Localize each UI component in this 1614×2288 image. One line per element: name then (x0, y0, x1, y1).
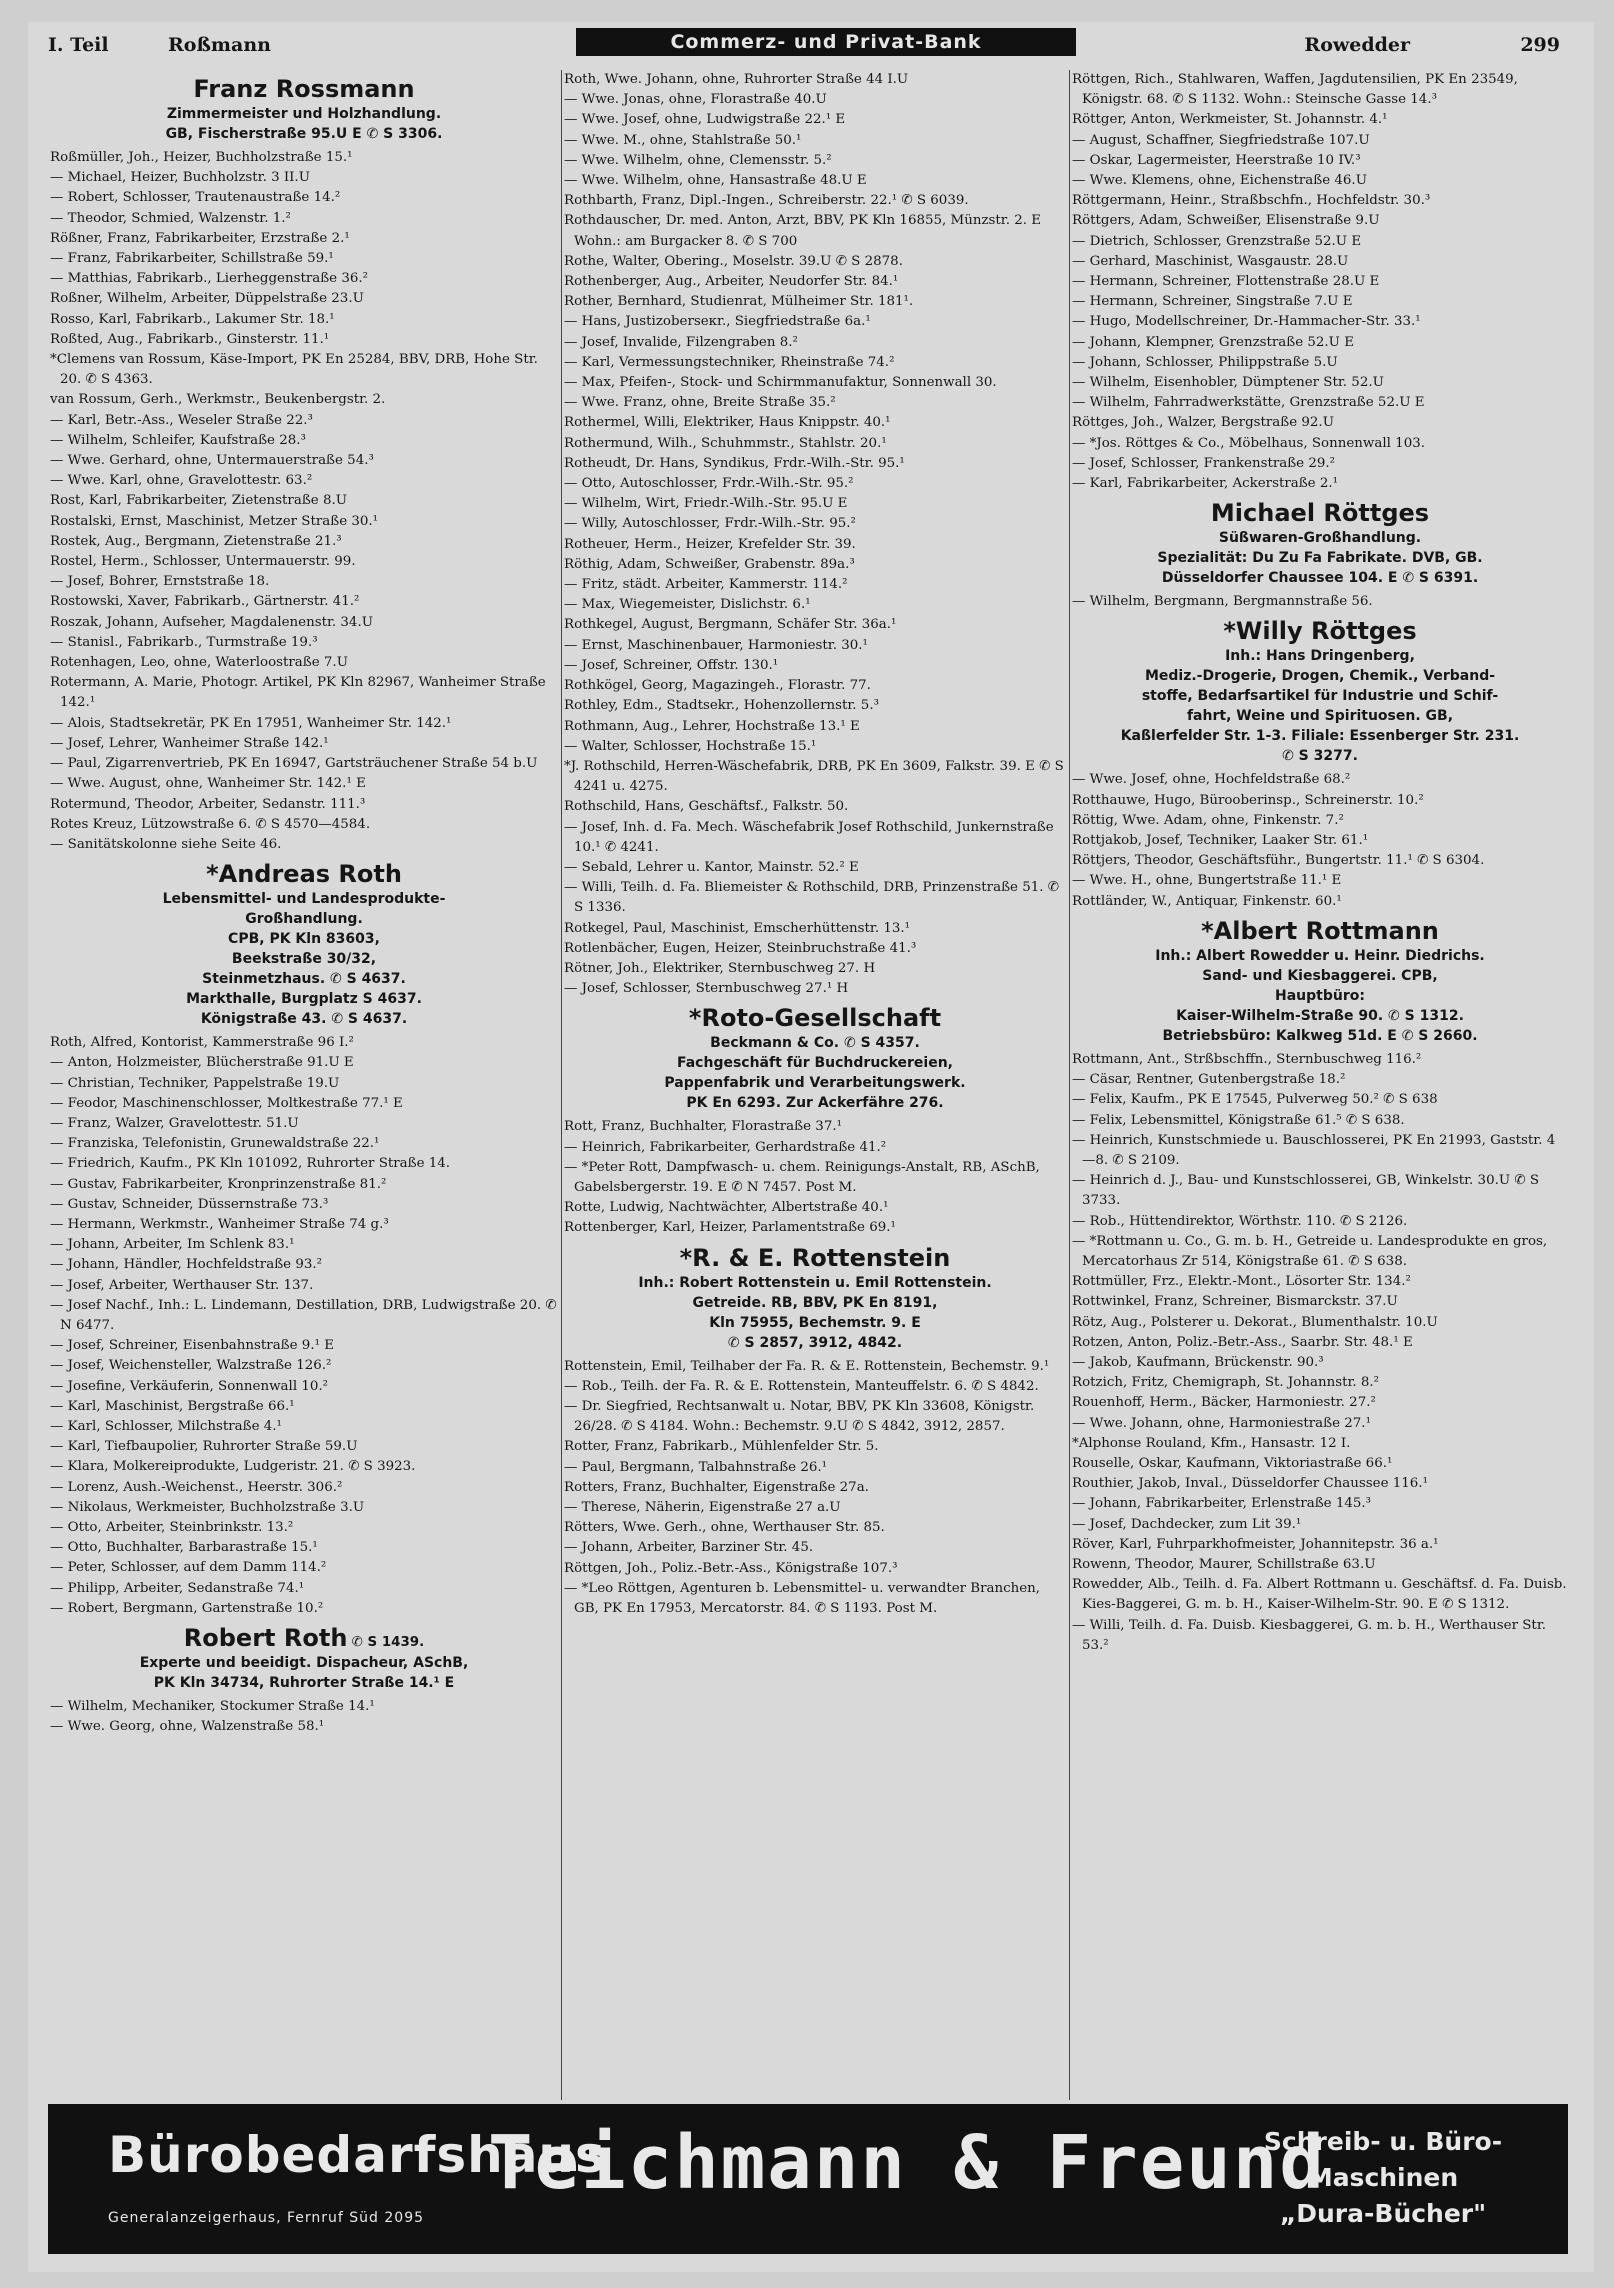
box-line: Inh.: Albert Rowedder u. Heinr. Diedrichs. (1155, 947, 1485, 964)
directory-entry: Rottenstein, Emil, Teilhaber der Fa. R. & E. Rottenstein, Bechemstr. 9.¹ (564, 1358, 1050, 1374)
directory-entry: — Fritz, städt. Arbeiter, Kammerstr. 114.² (564, 577, 848, 593)
directory-entry: — Josef, Dachdecker, zum Lit 39.¹ (1072, 1516, 1302, 1532)
box-line: ✆ S 3277. (1282, 748, 1358, 765)
directory-entry: van Rossum, Gerh., Werkmstr., Beukenbergstr. 2. (50, 392, 386, 408)
directory-entry: — *Peter Rott, Dampfwasch- u. chem. Reinigungs-Anstalt, RB, ASchB, Gabelsbergerstr. 19. E ✆ N 7457. Post M. (564, 1159, 1040, 1195)
directory-entry: Rottjakob, Josef, Techniker, Laaker Str. 61.¹ (1072, 833, 1369, 849)
directory-entry: Röver, Karl, Fuhrparkhofmeister, Johannitерstr. 36 a.¹ (1072, 1536, 1439, 1552)
box-line: Königstraße 43. ✆ S 4637. (200, 1011, 408, 1028)
ad-product-line: Schreib- u. Büro- (1263, 2127, 1503, 2156)
directory-entry: Rosso, Karl, Fabrikarb., Lakumer Str. 18.¹ (50, 311, 335, 327)
directory-entry: — Gerhard, Maschinist, Wasgaustr. 28.U (1072, 253, 1349, 269)
directory-entry: — Wwe. Karl, ohne, Gravelottestr. 63.² (50, 473, 313, 489)
ad-box-andreas-roth (50, 859, 558, 1029)
box-line: PK Kln 34734, Ruhrorter Straße 14.¹ E (153, 1675, 455, 1692)
directory-entry: — Willi, Teilh. d. Fa. Bliemeister & Rothschild, DRB, Prinzenstraße 51. ✆ S 1336. (564, 880, 1059, 916)
directory-entry: Routhier, Jakob, Inval., Düsseldorfer Chaussee 116.¹ (1072, 1476, 1428, 1492)
entry-list (50, 148, 558, 855)
range-end-name: Rowedder (1304, 34, 1410, 56)
directory-entry: — *Leo Röttgen, Agenturen b. Lebensmittel- u. verwandter Branchen, GB, PK En 17953, Mercatorstr. 84. ✆ S 1193. Post M. (564, 1580, 1041, 1616)
directory-entry: Roth, Wwe. Johann, ohne, Ruhrorter Straße 44 I.U (564, 72, 909, 87)
directory-entry: *J. Rothschild, Herren-Wäschefabrik, DRB, PK En 3609, Falkstr. 39. E ✆ S 4241 u. 4275. (564, 758, 1064, 795)
directory-entry: — Hugo, Modellschreiner, Dr.-Hammacher-Str. 33.¹ (1072, 314, 1421, 330)
directory-entry: — Rob., Hüttendirektor, Wörthstr. 110. ✆ S 2126. (1072, 1213, 1408, 1229)
entry-list (1072, 592, 1568, 612)
directory-entry: Röthig, Adam, Schweißer, Grabenstr. 89a.³ (564, 556, 855, 572)
box-line: Süßwaren-Großhandlung. (1218, 530, 1422, 547)
directory-entry: — Friedrich, Kaufm., PK Kln 101092, Ruhrorter Straße 14. (50, 1156, 451, 1172)
directory-entry: Röttig, Wwe. Adam, ohne, Finkenstr. 7.² (1072, 812, 1344, 828)
directory-entry: — Felix, Kaufm., PK E 17545, Pulverweg 50.² ✆ S 638 (1072, 1092, 1438, 1108)
directory-entry: — August, Schaffner, Siegfriedstraße 107.U (1072, 132, 1370, 148)
entry-list (564, 1357, 1066, 1620)
directory-entry: — Johann, Arbeiter, Barziner Str. 45. (564, 1540, 814, 1556)
directory-entry: — Willy, Autoschlosser, Frdr.-Wilh.-Str. 95.² (564, 516, 856, 532)
directory-entry: Rötner, Joh., Elektriker, Sternbuschweg 27. H (564, 960, 876, 976)
ad-box-robert-roth (50, 1623, 558, 1693)
directory-entry: Rotkegel, Paul, Maschinist, Emscherhüttenstr. 13.¹ (564, 920, 911, 936)
directory-entry: Rother, Bernhard, Studienrat, Mülheimer Str. 181¹. (564, 294, 914, 310)
directory-entry: Rotthauwe, Hugo, Bürooberinsp., Schreinerstr. 10.² (1072, 792, 1424, 808)
directory-entry: — Stanisl., Fabrikarb., Turmstraße 19.³ (50, 634, 318, 650)
ad-box-roto-gesellschaft (564, 1003, 1066, 1113)
directory-entry: Röttger, Anton, Werkmeister, St. Johannstr. 4.¹ (1072, 112, 1388, 128)
directory-entry: — Josef, Bohrer, Ernststraße 18. (50, 574, 270, 590)
directory-entry: — Max, Pfeifen-, Stock- und Schirmmanufaktur, Sonnenwall 30. (564, 375, 997, 391)
directory-entry: — Josef, Schlosser, Sternbuschweg 27.¹ H (564, 981, 849, 997)
box-line: Steinmetzhaus. ✆ S 4637. (202, 971, 406, 988)
directory-entry: — Rob., Teilh. der Fa. R. & E. Rottenstein, Manteuffelstr. 6. ✆ S 4842. (564, 1378, 1039, 1394)
box-line: Hauptbüro: (1275, 987, 1365, 1004)
directory-entry: — Wilhelm, Eisenhobler, Dümptener Str. 52.U (1072, 375, 1384, 391)
directory-entry: — Wwe. Josef, ohne, Ludwigstraße 22.¹ E (564, 112, 846, 128)
directory-entry: Röttgen, Joh., Poliz.-Betr.-Ass., Königstraße 107.³ (564, 1560, 898, 1576)
directory-entry: — Josef, Schreiner, Eisenbahnstraße 9.¹ E (50, 1338, 334, 1354)
directory-entry: — Alois, Stadtsekretär, PK En 17951, Wanheimer Str. 142.¹ (50, 715, 452, 731)
directory-entry: — Josef, Arbeiter, Werthauser Str. 137. (50, 1277, 314, 1293)
directory-entry: Rouselle, Oskar, Kaufmann, Viktoriastraße 66.¹ (1072, 1455, 1393, 1471)
box-line: Getreide. RB, BBV, PK En 8191, (692, 1294, 938, 1311)
box-title: Michael Röttges (1210, 499, 1430, 528)
directory-entry: Rothley, Edm., Stadtsekr., Hohenzollernstr. 5.³ (564, 698, 879, 714)
box-line: Inh.: Hans Dringenberg, (1225, 648, 1415, 665)
directory-entry: Rotzich, Fritz, Chemigraph, St. Johannstr. 8.² (1072, 1375, 1380, 1391)
directory-entry: — Karl, Fabrikarbeiter, Ackerstraße 2.¹ (1072, 476, 1338, 492)
directory-entry: Rothdauscher, Dr. med. Anton, Arzt, BBV, PK Kln 16855, Münzstr. 2. E Wohn.: am Burgacker 8. ✆ S 700 (564, 213, 1042, 249)
directory-entry: Rothe, Walter, Obering., Moselstr. 39.U ✆ S 2878. (564, 253, 903, 269)
entry-list (564, 70, 1066, 999)
box-line: GB, Fischerstraße 95.U E ✆ S 3306. (165, 126, 443, 142)
entry-list (564, 1117, 1066, 1238)
directory-entry: — *Jos. Röttges & Co., Möbelhaus, Sonnenwall 103. (1072, 435, 1425, 451)
directory-entry: Rotzen, Anton, Poliz.-Betr.-Ass., Saarbr. Str. 48.¹ E (1072, 1334, 1413, 1350)
directory-entry: Rottländer, W., Antiquar, Finkenstr. 60.¹ (1072, 893, 1342, 909)
directory-entry: Rotlenbächer, Eugen, Heizer, Steinbruchstraße 41.³ (564, 940, 917, 956)
box-line: Experte und beeidigt. Dispacheur, ASchB, (139, 1655, 469, 1672)
directory-entry: Rotheuer, Herm., Heizer, Krefelder Str. 39. (564, 536, 856, 552)
directory-entry: Rotters, Franz, Buchhalter, Eigenstraße 27a. (564, 1479, 869, 1495)
directory-entry: — Lorenz, Aush.-Weichenst., Heerstr. 306.² (50, 1479, 343, 1495)
directory-entry: — Therese, Näherin, Eigenstraße 27 a.U (564, 1499, 841, 1515)
entry-list (1072, 1050, 1568, 1656)
directory-entry: — Hans, Justizoberseкr., Siegfriedstraße 6a.¹ (564, 314, 871, 330)
ad-box-albert-rottmann (1072, 916, 1568, 1046)
entry-list (1072, 770, 1568, 911)
box-line: Lebensmittel- und Landesprodukte- (162, 891, 446, 908)
box-title: *R. & E. Rottenstein (679, 1243, 951, 1272)
box-line: PK En 6293. Zur Ackerfähre 276. (686, 1095, 944, 1112)
directory-entry: — Walter, Schlosser, Hochstraße 15.¹ (564, 738, 817, 754)
directory-entry: Rouenhoff, Herm., Bäcker, Harmoniestr. 27.² (1072, 1395, 1376, 1411)
directory-entry: — Franz, Fabrikarbeiter, Schillstraße 59.¹ (50, 251, 334, 267)
directory-entry: — Johann, Schlosser, Philippstraße 5.U (1072, 354, 1338, 370)
box-line: Fachgeschäft für Buchdruckereien, (676, 1055, 953, 1072)
box-line: Pappenfabrik und Verarbeitungswerk. (664, 1075, 966, 1092)
column-3 (1072, 70, 1568, 2100)
directory-entry: — Dr. Siegfried, Rechtsanwalt u. Notar, BBV, PK Kln 33608, Königstr. 26/28. ✆ S 4184. Wohn.: Bechemstr. 9.U ✆ S 4842, 3912, 2857. (564, 1398, 1035, 1435)
directory-entry: Rötz, Aug., Polsterer u. Dekorat., Blumenthalstr. 10.U (1072, 1314, 1438, 1330)
directory-entry: — Josef, Lehrer, Wanheimer Straße 142.¹ (50, 735, 329, 751)
ad-product-line: „Dura-Bücher" (1279, 2199, 1487, 2228)
directory-entry: — Otto, Buchhalter, Barbarastraße 15.¹ (50, 1540, 318, 1556)
directory-entry: — Johann, Arbeiter, Im Schlenk 83.¹ (50, 1237, 295, 1253)
directory-entry: Rothenberger, Aug., Arbeiter, Neudorfer Str. 84.¹ (564, 274, 899, 290)
box-line: stoffe, Bedarfsartikel für Industrie und Schif- (1141, 688, 1499, 705)
directory-entry: Röttgers, Adam, Schweißer, Elisenstraße 9.U (1072, 213, 1380, 229)
directory-entry: — Wwe. Georg, ohne, Walzenstraße 58.¹ (50, 1719, 325, 1735)
box-line: Großhandlung. (245, 911, 363, 928)
directory-entry: Roth, Alfred, Kontorist, Kammerstraße 96 I.² (50, 1035, 354, 1051)
ad-product-line: Maschinen (1307, 2163, 1459, 2192)
directory-entry: — Karl, Schlosser, Milchstraße 4.¹ (50, 1418, 282, 1434)
ad-address: Generalanzeigerhaus, Fernruf Süd 2095 (108, 2210, 425, 2226)
directory-entry: — Hermann, Werkmstr., Wanheimer Straße 74 g.³ (50, 1216, 389, 1232)
directory-entry: — Klara, Molkereiprodukte, Ludgeristr. 21. ✆ S 3923. (50, 1459, 416, 1475)
directory-entry: Rottenberger, Karl, Heizer, Parlamentstraße 69.¹ (564, 1220, 896, 1236)
directory-entry: Rötters, Wwe. Gerh., ohne, Werthauser Str. 85. (564, 1520, 885, 1536)
box-line: Beckmann & Co. ✆ S 4357. (710, 1035, 920, 1052)
box-line: Kaßlerfelder Str. 1-3. Filiale: Essenberger Str. 231. (1120, 728, 1520, 745)
ad-box-michael-roettges (1072, 498, 1568, 588)
ad-box-rottenstein (564, 1243, 1066, 1353)
directory-entry: — Franziska, Telefonistin, Grunewaldstraße 22.¹ (50, 1136, 380, 1152)
directory-entry: — Philipp, Arbeiter, Sedanstraße 74.¹ (50, 1580, 305, 1596)
directory-entry: — Paul, Bergmann, Talbahnstraße 26.¹ (564, 1459, 828, 1475)
column-2 (564, 70, 1066, 2100)
directory-entry: — Wwe. H., ohne, Bungertstraße 11.¹ E (1072, 873, 1342, 889)
directory-entry: — Wwe. Klemens, ohne, Eichenstraße 46.U (1072, 173, 1367, 189)
box-title: Robert Roth (183, 1624, 348, 1652)
directory-entry: Rothbarth, Franz, Dipl.-Ingen., Schreiberstr. 22.¹ ✆ S 6039. (564, 193, 969, 209)
ad-products (1228, 2124, 1538, 2232)
directory-entry: — Robert, Bergmann, Gartenstraße 10.² (50, 1600, 324, 1616)
ad-box-franz-rossmann (50, 74, 558, 144)
directory-entry: — Feodor, Maschinenschlosser, Moltkestraße 77.¹ E (50, 1095, 403, 1111)
box-line: CPB, PK Kln 83603, (228, 931, 380, 948)
directory-entry: — Dietrich, Schlosser, Grenzstraße 52.U E (1072, 233, 1362, 249)
directory-entry: — Sebald, Lehrer u. Kantor, Mainstr. 52.² E (564, 859, 859, 875)
directory-entry: — Oskar, Lagermeister, Heerstraße 10 IV.³ (1072, 152, 1361, 168)
box-title: Franz Rossmann (193, 75, 415, 103)
directory-entry: — Josef, Schreiner, Offstr. 130.¹ (564, 657, 779, 673)
directory-entry: Rothmann, Aug., Lehrer, Hochstraße 13.¹ E (564, 718, 860, 734)
box-phone: ✆ S 1439. (351, 1635, 425, 1650)
box-line: Düsseldorfer Chaussee 104. E ✆ S 6391. (1161, 570, 1479, 587)
directory-entry: — Josef, Invalide, Filzengraben 8.² (564, 334, 798, 350)
directory-entry: Roßner, Wilhelm, Arbeiter, Düppelstraße 23.U (50, 291, 364, 307)
directory-entry: — Wwe. Franz, ohne, Breite Straße 35.² (564, 395, 836, 411)
directory-entry: — *Rottmann u. Co., G. m. b. H., Getreide u. Landesprodukte en gros, Mercatorhaus Zr 514, Königstraße 61. ✆ S 638. (1072, 1233, 1548, 1269)
directory-entry: — Anton, Holzmeister, Blücherstraße 91.U E (50, 1055, 354, 1071)
box-line: Kln 75955, Bechemstr. 9. E (709, 1314, 921, 1331)
directory-entry: — Wilhelm, Fahrradwerkstätte, Grenzstraße 52.U E (1072, 395, 1425, 411)
directory-entry: — Gustav, Fabrikarbeiter, Kronprinzenstraße 81.² (50, 1176, 387, 1192)
directory-entry: — Nikolaus, Werkmeister, Buchholzstraße 3.U (50, 1499, 365, 1515)
page-header (48, 26, 1560, 66)
directory-entry: Rostek, Aug., Bergmann, Zietenstraße 21.³ (50, 533, 342, 549)
directory-entry: — Ernst, Maschinenbauer, Harmoniestr. 30.¹ (564, 637, 868, 653)
directory-entry: — Cäsar, Rentner, Gutenbergstraße 18.² (1072, 1072, 1346, 1088)
ad-shop-name: Bürobedarfshaus (108, 2126, 606, 2184)
directory-entry: Roßted, Aug., Fabrikarb., Ginsterstr. 11.¹ (50, 331, 330, 347)
directory-entry: Röttjers, Theodor, Geschäftsführ., Bungertstr. 11.¹ ✆ S 6304. (1072, 853, 1485, 869)
directory-entry: — Karl, Vermessungstechniker, Rheinstraße 74.² (564, 354, 895, 370)
directory-entry: Rost, Karl, Fabrikarbeiter, Zietenstraße 8.U (50, 493, 348, 509)
box-line: Beekstraße 30/32, (231, 951, 377, 968)
directory-entry: — Wwe. Gerhard, ohne, Untermauerstraße 54.³ (50, 453, 374, 469)
box-line: Betriebsbüro: Kalkweg 51d. E ✆ S 2660. (1162, 1027, 1478, 1044)
directory-entry: — Otto, Autoschlosser, Frdr.-Wilh.-Str. 95.² (564, 476, 854, 492)
directory-entry: — Wwe. Jonas, ohne, Florastraße 40.U (564, 92, 827, 108)
box-line: Inh.: Robert Rottenstein u. Emil Rottenstein. (638, 1274, 992, 1291)
directory-entry: Rotermann, A. Marie, Photogr. Artikel, PK Kln 82967, Wanheimer Straße 142.¹ (50, 675, 546, 711)
box-title: *Albert Rottmann (1201, 916, 1439, 945)
directory-entry: — Josefine, Verkäuferin, Sonnenwall 10.² (50, 1378, 329, 1394)
directory-entry: — Josef, Schlosser, Frankenstraße 29.² (1072, 455, 1336, 471)
box-line: fahrt, Weine und Spirituosen. GB, (1186, 708, 1454, 725)
directory-entry: Röttgen, Rich., Stahlwaren, Waffen, Jagdutensilien, PK En 23549, Königstr. 68. ✆ S 1132. Wohn.: Steinsche Gasse 14.³ (1072, 72, 1518, 108)
directory-entry: — Wilhelm, Wirt, Friedr.-Wilh.-Str. 95.U E (564, 496, 848, 512)
directory-entry: — Otto, Arbeiter, Steinbrinkstr. 13.² (50, 1519, 294, 1535)
directory-entry: Rotte, Ludwig, Nachtwächter, Albertstraße 40.¹ (564, 1200, 889, 1216)
box-line: ✆ S 2857, 3912, 4842. (727, 1334, 903, 1351)
box-title: *Willy Röttges (1223, 617, 1417, 646)
footer-advertisement (48, 2104, 1568, 2254)
column-1 (50, 70, 558, 2100)
directory-entry: Rottmüller, Frz., Elektr.-Mont., Lösorter Str. 134.² (1072, 1274, 1411, 1290)
page-number: 299 (1520, 34, 1560, 56)
directory-entry: — Matthias, Fabrikarb., Lierheggenstraße 36.² (50, 271, 369, 287)
directory-entry: — Jakob, Kaufmann, Brückenstr. 90.³ (1072, 1354, 1324, 1370)
directory-entry: — Peter, Schlosser, auf dem Damm 114.² (50, 1560, 327, 1576)
ad-company-name: Teichmann & Freund (488, 2120, 1326, 2206)
range-start-name: Roßmann (168, 34, 271, 56)
box-line: Kaiser-Wilhelm-Straße 90. ✆ S 1312. (1176, 1007, 1464, 1024)
directory-entry: — Wwe. Wilhelm, ohne, Hansastraße 48.U E (564, 173, 867, 189)
directory-entry: Rotheudt, Dr. Hans, Syndikus, Frdr.-Wilh.-Str. 95.¹ (564, 455, 905, 471)
directory-entry: — Wilhelm, Mechaniker, Stockumer Straße 14.¹ (50, 1699, 375, 1715)
directory-entry: — Johann, Klempner, Grenzstraße 52.U E (1072, 334, 1354, 350)
directory-entry: — Karl, Tiefbaupolier, Ruhrorter Straße 59.U (50, 1439, 358, 1455)
directory-entry: *Alphonse Rouland, Kfm., Hansastr. 12 I. (1072, 1435, 1351, 1451)
directory-entry: — Willi, Teilh. d. Fa. Duisb. Kiesbaggerei, G. m. b. H., Werthauser Str. 53.² (1072, 1617, 1547, 1653)
directory-entry: Rostowski, Xaver, Fabrikarb., Gärtnerstr. 41.² (50, 594, 360, 610)
directory-entry: Rothkögel, Georg, Magazingeh., Florastr. 77. (564, 678, 871, 694)
directory-entry: — Theodor, Schmied, Walzenstr. 1.² (50, 210, 291, 226)
box-title: *Andreas Roth (206, 860, 402, 889)
directory-entry: Rowedder, Alb., Teilh. d. Fa. Albert Rottmann u. Geschäftsf. d. Fa. Duisb. Kies-Baggerei, G. m. b. H., Kaiser-Wilhelm-Str. 90. E ✆ S 1312. (1072, 1577, 1567, 1613)
box-line: Markthalle, Burgplatz S 4637. (186, 991, 422, 1008)
part-label: I. Teil (48, 34, 109, 56)
directory-entry: Roszak, Johann, Aufseher, Magdalenenstr. 34.U (50, 614, 373, 630)
directory-entry: — Josef, Weichensteller, Walzstraße 126.² (50, 1358, 332, 1374)
box-line: Mediz.-Drogerie, Drogen, Chemik., Verband- (1144, 668, 1496, 685)
directory-entry: Rotes Kreuz, Lützowstraße 6. ✆ S 4570—4584. (50, 816, 371, 832)
directory-entry: — Heinrich, Kunstschmiede u. Bauschlosserei, PK En 21993, Gaststr. 4—8. ✆ S 2109. (1072, 1132, 1556, 1168)
column-divider (1069, 70, 1070, 2100)
directory-entry: *Clemens van Rossum, Käse-Import, PK En 25284, BBV, DRB, Hohe Str. 20. ✆ S 4363. (50, 352, 538, 388)
box-title: *Roto-Gesellschaft (688, 1004, 942, 1033)
directory-entry: Roßmüller, Joh., Heizer, Buchholzstraße 15.¹ (50, 150, 353, 165)
directory-entry: — Wwe. Wilhelm, ohne, Clemensstr. 5.² (564, 152, 832, 168)
directory-entry: Röttgermann, Heinr., Straßbschfn., Hochfeldstr. 30.³ (1072, 193, 1431, 209)
directory-entry: — Wwe. August, ohne, Wanheimer Str. 142.¹ E (50, 776, 366, 792)
directory-entry: Rotenhagen, Leo, ohne, Waterloostraße 7.U (50, 655, 348, 671)
directory-entry: — Gustav, Schneider, Düssernstraße 73.³ (50, 1196, 329, 1212)
directory-entry: — Wilhelm, Bergmann, Bergmannstraße 56. (1072, 594, 1373, 610)
entry-list (50, 1033, 558, 1619)
directory-entry: Röttges, Joh., Walzer, Bergstraße 92.U (1072, 415, 1334, 431)
box-line: Spezialität: Du Zu Fa Fabrikate. DVB, GB. (1157, 550, 1483, 567)
directory-entry: Rößner, Franz, Fabrikarbeiter, Erzstraße 2.¹ (50, 230, 350, 246)
bank-banner: Commerz- und Privat-Bank (576, 28, 1076, 56)
directory-entry: — Josef, Inh. d. Fa. Mech. Wäschefabrik Josef Rothschild, Junkernstraße 10.¹ ✆ 4241. (564, 819, 1054, 855)
directory-entry: — Felix, Lebensmittel, Königstraße 61.⁵ ✆ S 638. (1072, 1112, 1405, 1128)
directory-entry: Rottmann, Ant., Strßbschffn., Sternbuschweg 116.² (1072, 1051, 1422, 1067)
directory-entry: — Josef Nachf., Inh.: L. Lindemann, Destillation, DRB, Ludwigstraße 20. ✆ N 6477. (50, 1297, 557, 1333)
box-line: Zimmermeister und Holzhandlung. (166, 106, 442, 122)
directory-entry: Rottwinkel, Franz, Schreiner, Bismarckstr. 37.U (1072, 1294, 1398, 1310)
directory-entry: — Heinrich d. J., Bau- und Kunstschlosserei, GB, Winkelstr. 30.U ✆ S 3733. (1072, 1173, 1540, 1209)
directory-entry: Rostel, Herm., Schlosser, Untermauerstr. 99. (50, 554, 356, 570)
directory-entry: — Franz, Walzer, Gravelottestr. 51.U (50, 1115, 299, 1131)
directory-entry: — Wwe. Johann, ohne, Harmoniestraße 27.¹ (1072, 1415, 1371, 1431)
directory-entry: — Paul, Zigarrenvertrieb, PK En 16947, Gartsträuchener Straße 54 b.U (50, 756, 538, 772)
directory-entry: — Karl, Maschinist, Bergstraße 66.¹ (50, 1398, 295, 1414)
column-divider (561, 70, 562, 2100)
directory-entry: — Wwe. M., ohne, Stahlstraße 50.¹ (564, 132, 802, 148)
directory-entry: Rothkegel, August, Bergmann, Schäfer Str. 36a.¹ (564, 617, 897, 633)
ad-box-willy-roettges (1072, 616, 1568, 766)
box-line: Sand- und Kiesbaggerei. CPB, (1202, 967, 1438, 984)
directory-entry: — Max, Wiegemeister, Dislichstr. 6.¹ (564, 597, 811, 613)
directory-entry: Rostalski, Ernst, Maschinist, Metzer Straße 30.¹ (50, 513, 379, 529)
directory-entry: — Wwe. Josef, ohne, Hochfeldstraße 68.² (1072, 772, 1351, 788)
directory-entry: — Robert, Schlosser, Trautenaustraße 14.² (50, 190, 341, 206)
directory-entry: Rowenn, Theodor, Maurer, Schillstraße 63.U (1072, 1556, 1376, 1572)
directory-entry: Rott, Franz, Buchhalter, Florastraße 37.¹ (564, 1119, 842, 1135)
directory-entry: — Johann, Händler, Hochfeldstraße 93.² (50, 1257, 322, 1273)
directory-entry: Rotermund, Theodor, Arbeiter, Sedanstr. 111.³ (50, 796, 366, 812)
directory-entry: — Hermann, Schreiner, Flottenstraße 28.U E (1072, 274, 1380, 290)
directory-entry: Rothschild, Hans, Geschäftsf., Falkstr. 50. (564, 799, 849, 815)
entry-list (1072, 70, 1568, 494)
directory-entry: — Sanitätskolonne siehe Seite 46. (50, 836, 282, 852)
directory-entry: — Karl, Betr.-Ass., Weseler Straße 22.³ (50, 412, 313, 428)
directory-entry: Rothermund, Wilh., Schuhmmstr., Stahlstr. 20.¹ (564, 435, 887, 451)
entry-list (50, 1697, 558, 1737)
directory-entry: — Heinrich, Fabrikarbeiter, Gerhardstraße 41.² (564, 1139, 887, 1155)
directory-entry: Rotter, Franz, Fabrikarb., Mühlenfelder Str. 5. (564, 1439, 879, 1455)
directory-entry: — Johann, Fabrikarbeiter, Erlenstraße 145.³ (1072, 1496, 1372, 1512)
directory-entry: — Wilhelm, Schleifer, Kaufstraße 28.³ (50, 432, 306, 448)
directory-entry: Rothermel, Willi, Elektriker, Haus Knippstr. 40.¹ (564, 415, 891, 431)
directory-entry: — Michael, Heizer, Buchholzstr. 3 II.U (50, 170, 310, 186)
directory-entry: — Christian, Techniker, Pappelstraße 19.U (50, 1075, 340, 1091)
directory-entry: — Hermann, Schreiner, Singstraße 7.U E (1072, 294, 1353, 310)
